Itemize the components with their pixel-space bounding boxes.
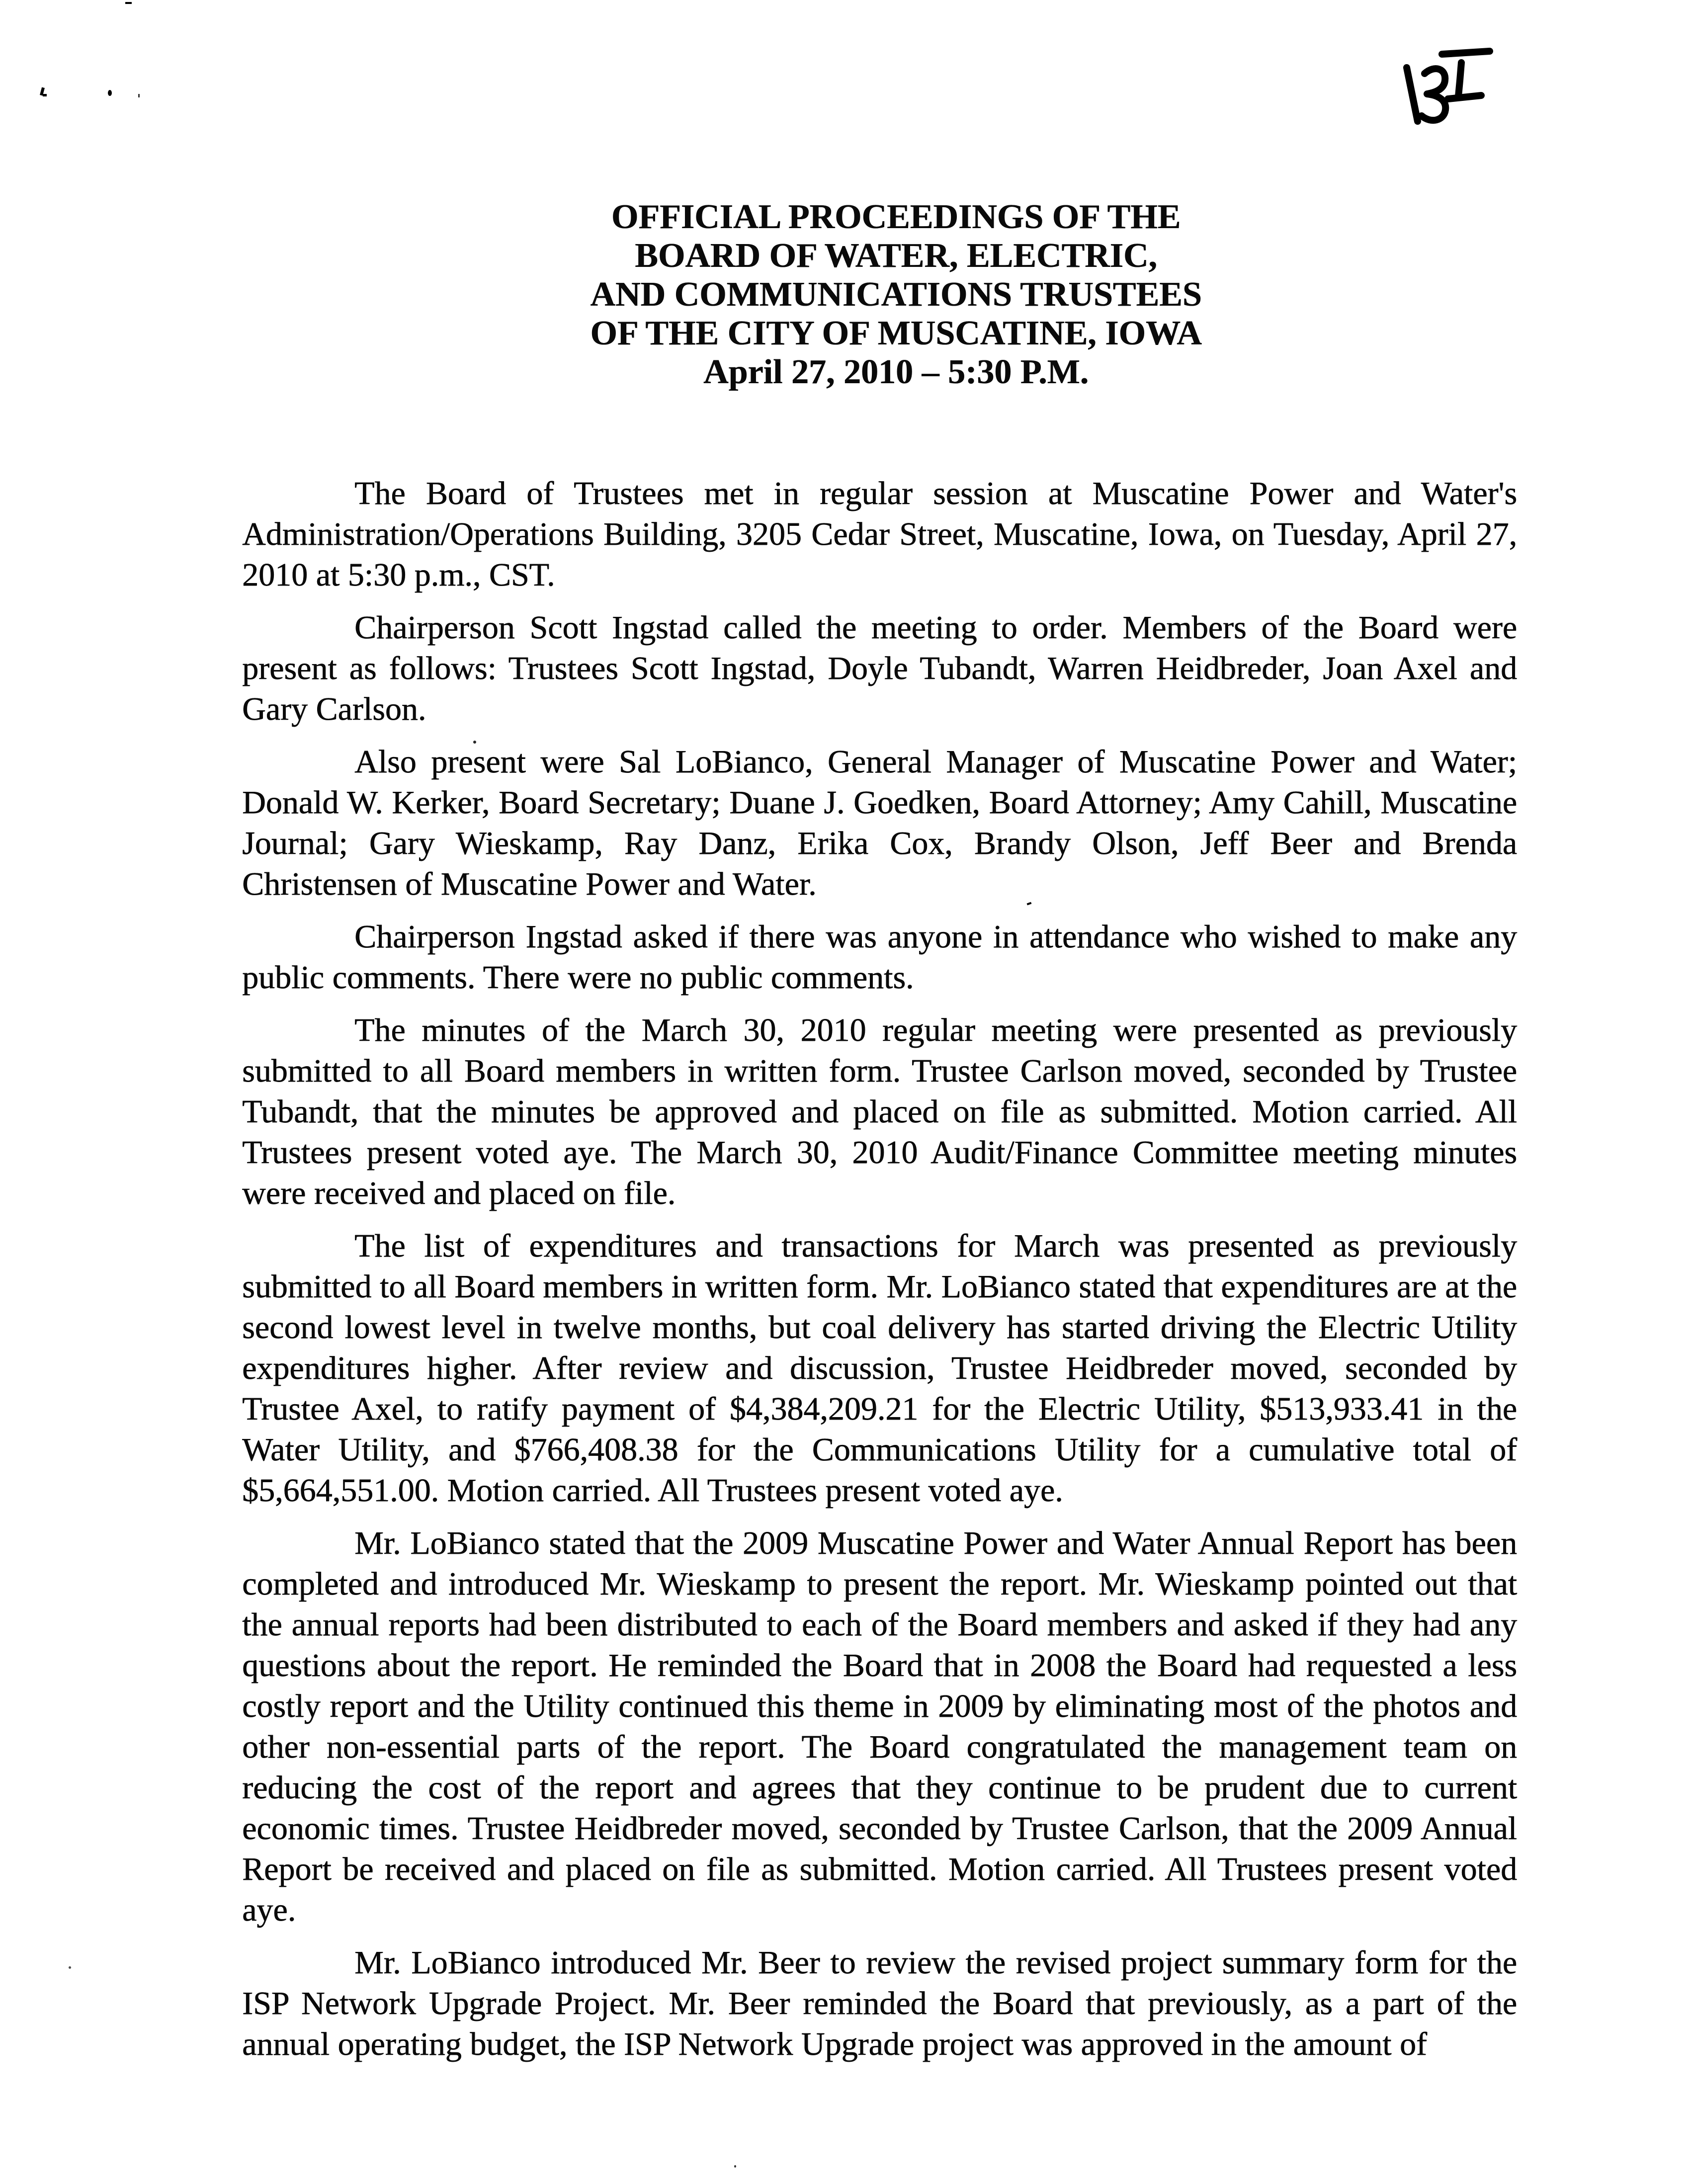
paragraph-meeting-session: The Board of Trustees met in regular session at Muscatine Power and Water's Administration/Operations Building, 3205 Cedar Street, Muscatine, Iowa, on Tuesday, April 27, 2010 at 5:30 p.m., CST. xyxy=(242,475,1517,593)
handwritten-letter-i-overbar xyxy=(1442,51,1490,54)
paragraph-annual-report: Mr. LoBianco stated that the 2009 Muscatine Power and Water Annual Report has been completed and introduced Mr. Wieskamp to present the report. Mr. Wieskamp pointed out that the annual reports had been distributed to each of the Board members and asked if they had any questions about the report. He reminded the Board that in 2008 the Board had requested a less costly report and the Utility continued this theme in 2009 by eliminating most of the photos and other non-essential parts of the report. The Board congratulated the management team on reducing the cost of the report and agrees that they continue to be prudent due to current economic times. Trustee Heidbreder moved, seconded by Trustee Carlson, that the 2009 Annual Report be received and placed on file as submitted. Motion carried. All Trustees present voted aye. xyxy=(242,1525,1517,1928)
paragraph-minutes-approval: The minutes of the March 30, 2010 regular meeting were presented as previously submitted to all Board members in written form. Trustee Carlson moved, seconded by Trustee Tubandt, that the minutes be approved and placed on file as submitted. Motion carried. All Trustees present voted aye. The March 30, 2010 Audit/Finance Committee meeting minutes were received and placed on file. xyxy=(242,1012,1517,1211)
scan-artifact-tick xyxy=(138,94,140,97)
scan-artifact-dot-mid xyxy=(473,741,476,744)
handwritten-letter-i-stem xyxy=(1458,63,1461,96)
heading-date-line: April 27, 2010 – 5:30 P.M. xyxy=(703,353,1089,391)
heading-line-1: OFFICIAL PROCEEDINGS OF THE xyxy=(611,198,1181,236)
scan-artifact-top-dash xyxy=(125,2,132,4)
scan-artifact-dot-bottom xyxy=(734,2165,736,2168)
paragraph-also-present: Also present were Sal LoBianco, General Manager of Muscatine Power and Water; Donald W. Kerker, Board Secretary; Duane J. Goedken, Board Attorney; Amy Cahill, Muscatine Journal; Gary Wieskamp, Ray Danz, Erika Cox, Brandy Olson, Jeff Beer and Brenda Christensen of Muscatine Power and Water. xyxy=(242,744,1517,902)
handwritten-page-number xyxy=(1392,46,1506,130)
handwritten-digit-1 xyxy=(1407,68,1418,121)
document-heading xyxy=(258,198,1533,392)
paragraph-public-comments: Chairperson Ingstad asked if there was anyone in attendance who wished to make any public comments. There were no public comments. xyxy=(242,919,1517,996)
scan-artifact-dot xyxy=(108,90,112,96)
handwritten-letter-i-base xyxy=(1448,95,1481,99)
scan-artifact-dot-left-margin xyxy=(69,1966,71,1969)
paragraph-isp-network-upgrade: Mr. LoBianco introduced Mr. Beer to review the revised project summary form for the ISP Network Upgrade Project. Mr. Beer reminded the Board that previously, as a part of the annual operating budget, the ISP Network Upgrade project was approved in the amount of xyxy=(242,1944,1517,2062)
heading-line-2: BOARD OF WATER, ELECTRIC, xyxy=(635,237,1157,275)
heading-line-4: OF THE CITY OF MUSCATINE, IOWA xyxy=(590,314,1202,352)
scan-artifact-left-speck xyxy=(43,94,47,96)
paragraph-expenditures: The list of expenditures and transactions for March was presented as previously submitted to all Board members in written form. Mr. LoBianco stated that expenditures are at the second lowest level in twelve months, but coal delivery has started driving the Electric Utility expenditures higher. After review and discussion, Trustee Heidbreder moved, seconded by Trustee Axel, to ratify payment of $4,384,209.21 for the Electric Utility, $513,933.41 in the Water Utility, and $766,408.38 for the Communications Utility for a cumulative total of $5,664,551.00. Motion carried. All Trustees present voted aye. xyxy=(242,1228,1517,1509)
handwritten-digit-3 xyxy=(1422,69,1445,120)
document-body xyxy=(242,473,1517,2077)
heading-line-3: AND COMMUNICATIONS TRUSTEES xyxy=(590,275,1202,314)
paragraph-call-to-order: Chairperson Scott Ingstad called the meeting to order. Members of the Board were present as follows: Trustees Scott Ingstad, Doyle Tubandt, Warren Heidbreder, Joan Axel and Gary Carlson. xyxy=(242,609,1517,727)
